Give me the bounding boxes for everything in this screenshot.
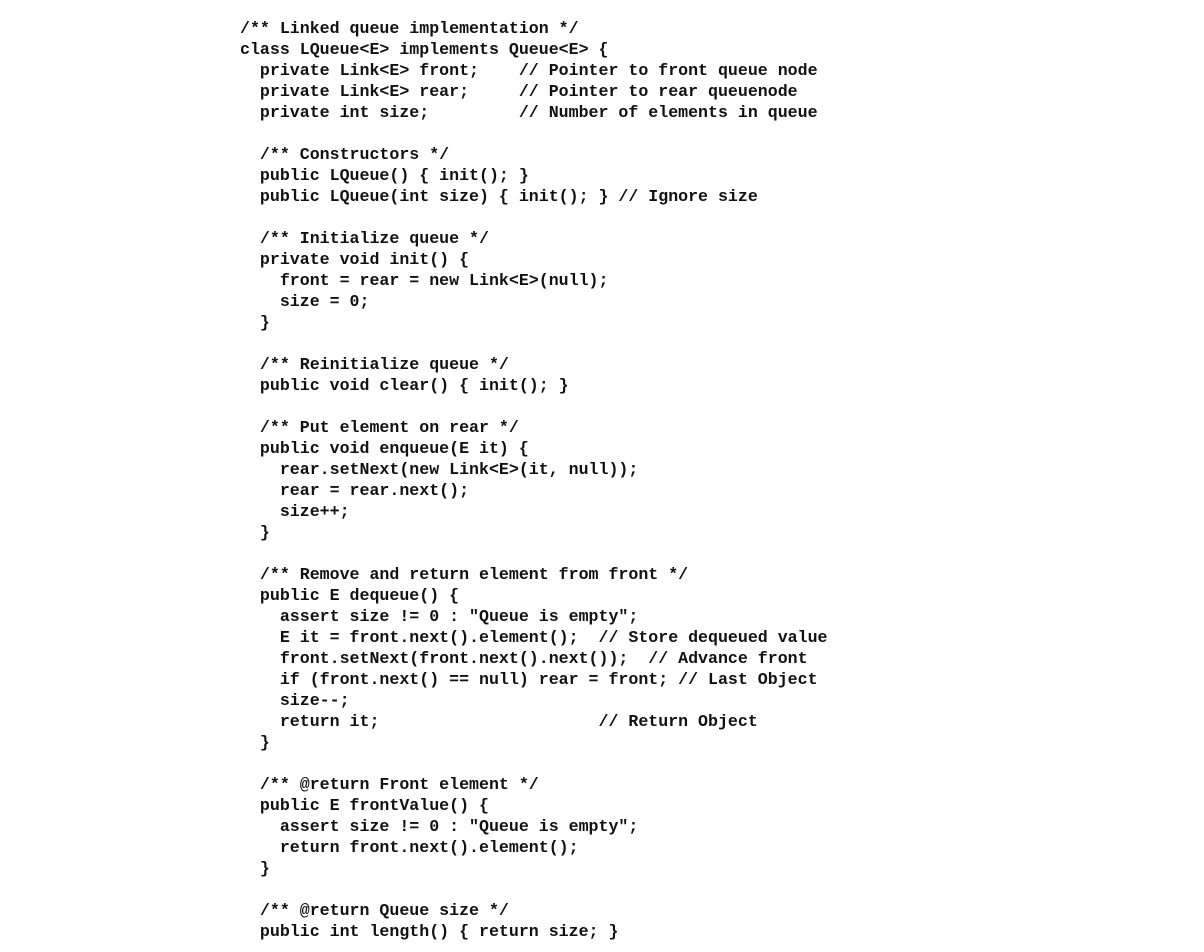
- code-line: }: [240, 733, 270, 752]
- code-line: [240, 396, 1180, 417]
- code-line: private void init() {: [240, 250, 470, 269]
- code-line: [240, 207, 1180, 228]
- code-line: public void enqueue(E it) {: [240, 439, 529, 458]
- code-line: front.setNext(front.next().next()); // Advance front: [240, 649, 808, 668]
- code-line: }: [240, 313, 270, 332]
- code-line: public LQueue() { init(); }: [240, 166, 529, 185]
- code-line: private Link<E> front; // Pointer to front queue node: [240, 61, 818, 80]
- code-line: [240, 879, 1180, 900]
- code-line: rear = rear.next();: [240, 481, 470, 500]
- code-listing: [240, 18, 1180, 942]
- code-line: [240, 333, 1180, 354]
- code-line: /** Reinitialize queue */: [240, 355, 509, 374]
- code-line: /** Constructors */: [240, 145, 450, 164]
- code-line: private int size; // Number of elements in queue: [240, 103, 818, 122]
- code-line: private Link<E> rear; // Pointer to rear queuenode: [240, 82, 798, 101]
- code-line: [240, 543, 1180, 564]
- code-line: if (front.next() == null) rear = front; // Last Object: [240, 670, 818, 689]
- code-line: /** Put element on rear */: [240, 418, 519, 437]
- code-page: [0, 18, 1204, 952]
- code-line: size++;: [240, 502, 350, 521]
- code-line: /** Remove and return element from front */: [240, 565, 689, 584]
- code-line: /** @return Queue size */: [240, 901, 509, 920]
- code-line: size = 0;: [240, 292, 370, 311]
- code-line: front = rear = new Link<E>(null);: [240, 271, 609, 290]
- code-line: size--;: [240, 691, 350, 710]
- code-line: [240, 753, 1180, 774]
- code-line: return front.next().element();: [240, 838, 579, 857]
- code-line: [240, 123, 1180, 144]
- code-line: /** Linked queue implementation */: [240, 19, 579, 38]
- code-line: /** Initialize queue */: [240, 229, 489, 248]
- code-line: return it; // Return Object: [240, 712, 758, 731]
- code-line: public void clear() { init(); }: [240, 376, 569, 395]
- code-line: rear.setNext(new Link<E>(it, null));: [240, 460, 639, 479]
- code-line: public E frontValue() {: [240, 796, 489, 815]
- code-line: }: [240, 859, 270, 878]
- code-line: /** @return Front element */: [240, 775, 539, 794]
- code-line: class LQueue<E> implements Queue<E> {: [240, 40, 609, 59]
- code-line: assert size != 0 : "Queue is empty";: [240, 607, 639, 626]
- code-line: public E dequeue() {: [240, 586, 460, 605]
- code-line: }: [240, 523, 270, 542]
- code-line: assert size != 0 : "Queue is empty";: [240, 817, 639, 836]
- code-line: public LQueue(int size) { init(); } // Ignore size: [240, 187, 758, 206]
- code-line: public int length() { return size; }: [240, 922, 619, 941]
- code-line: E it = front.next().element(); // Store dequeued value: [240, 628, 828, 647]
